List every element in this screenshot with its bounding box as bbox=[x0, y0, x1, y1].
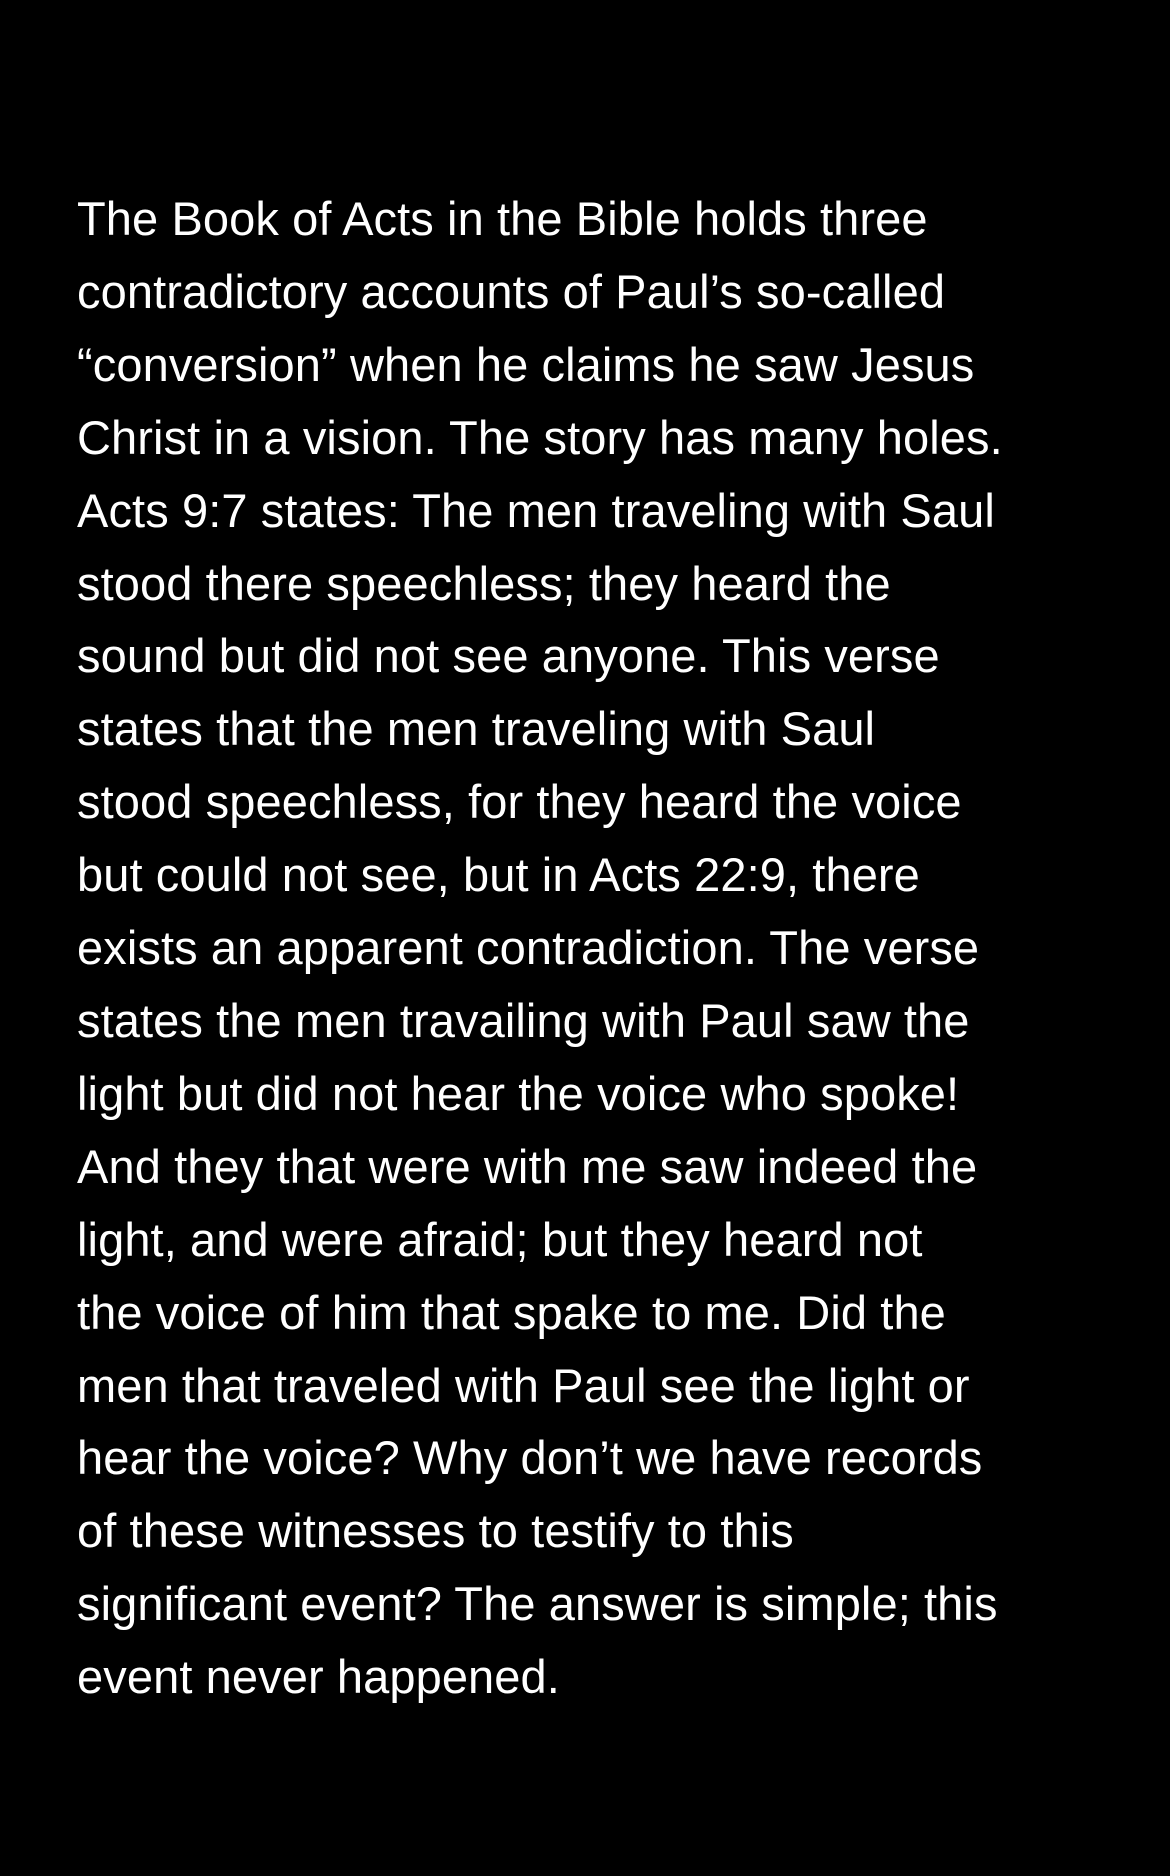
text-line-11: exists an apparent contradiction. The verse bbox=[77, 921, 980, 975]
text-line-10: but could not see, but in Acts 22:9, there bbox=[77, 848, 920, 902]
text-line-8: states that the men traveling with Saul bbox=[77, 702, 876, 756]
text-line-15: light, and were afraid; but they heard not bbox=[77, 1212, 923, 1266]
text-line-20: significant event? The answer is simple; this bbox=[77, 1577, 998, 1631]
text-line-7: sound but did not see anyone. This verse bbox=[77, 629, 940, 683]
text-line-16: the voice of him that spake to me. Did the bbox=[77, 1285, 946, 1339]
text-line-14: And they that were with me saw indeed the bbox=[77, 1139, 978, 1193]
text-line-1: The Book of Acts in the Bible holds three bbox=[77, 192, 928, 245]
text-line-21: event never happened. bbox=[77, 1650, 560, 1704]
text-line-12: states the men travailing with Paul saw the bbox=[77, 993, 970, 1047]
text-line-3: “conversion” when he claims he saw Jesus bbox=[77, 337, 975, 391]
text-line-18: hear the voice? Why don’t we have records bbox=[77, 1431, 983, 1485]
note-body-text bbox=[77, 183, 1137, 1714]
text-line-2: contradictory accounts of Paul’s so-called bbox=[77, 264, 946, 318]
text-line-9: stood speechless, for they heard the voice bbox=[77, 775, 962, 829]
text-line-19: of these witnesses to testify to this bbox=[77, 1504, 794, 1558]
text-line-13: light but did not hear the voice who spoke! bbox=[77, 1066, 960, 1120]
text-line-5: Acts 9:7 states: The men traveling with Saul bbox=[77, 483, 995, 537]
text-line-17: men that traveled with Paul see the light or bbox=[77, 1358, 970, 1412]
text-line-6: stood there speechless; they heard the bbox=[77, 556, 891, 610]
text-line-4: Christ in a vision. The story has many holes. bbox=[77, 410, 1003, 464]
